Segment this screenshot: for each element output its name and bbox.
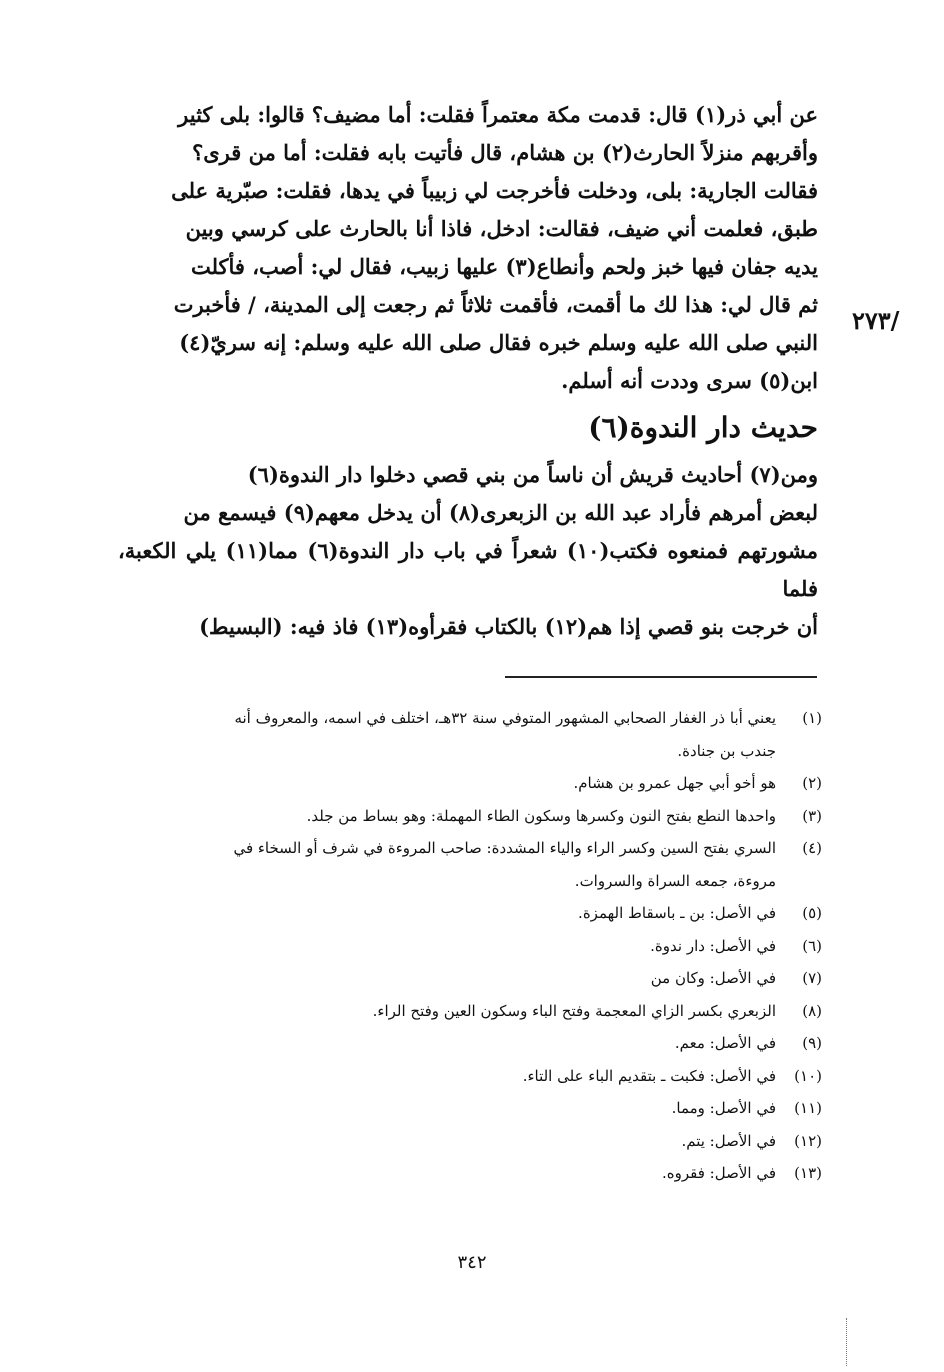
footnote-text — [110, 1092, 776, 1125]
footnote-number: (١٣) — [794, 1164, 822, 1182]
footnote-item — [110, 800, 822, 833]
footnote-text — [110, 1157, 776, 1190]
text-line: النبي صلى الله عليه وسلم خبره فقال صلى الله عليه وسلم: إنه سريّ(٤) — [179, 330, 818, 355]
footnote-item — [110, 962, 822, 995]
paragraph-dar-al-nadwa — [118, 456, 818, 646]
footnote-number: (٦) — [802, 936, 822, 955]
footnote-line: في الأصل: فكبت ـ بتقديم الباء على التاء. — [522, 1066, 776, 1085]
footnote-text — [110, 1125, 776, 1158]
text-line: طبق، فعلمت أني ضيف، فقالت: ادخل، فاذا أنا بالحارث على كرسي وبين — [185, 216, 818, 241]
footnote-line: في الأصل: بن ـ باسقاط الهمزة. — [578, 904, 776, 922]
footnote-line: الزبعري بكسر الزاي المعجمة وفتح الباء وسكون العين وفتح الراء. — [372, 1001, 776, 1020]
footnote-line: السري بفتح السين وكسر الراء والياء المشددة: صاحب المروءة في شرف أو السخاء في — [233, 839, 776, 857]
page-number: ٣٤٢ — [457, 1252, 487, 1273]
text-line: عن أبي ذر(١) قال: قدمت مكة معتمراً فقلت: أما مضيف؟ قالوا: بلى كثير — [178, 102, 818, 127]
footnote-number: (٩) — [802, 1034, 822, 1052]
text-line: فقالت الجارية: بلى، ودخلت فأخرجت لي زبيباً في يدها، فقلت: صبّرية على — [171, 178, 818, 203]
footnote-line: واحدها النطع بفتح النون وكسرها وسكون الطاء المهملة: وهو بساط من جلد. — [306, 806, 776, 825]
footnote-text — [110, 962, 776, 995]
footnote-text — [110, 995, 776, 1028]
footnote-item — [110, 930, 822, 963]
footnote-text — [110, 1060, 776, 1093]
footnote-text — [110, 702, 776, 767]
margin-page-reference: /٢٧٣ — [852, 306, 900, 335]
footnote-number: (١٢) — [794, 1131, 822, 1150]
footnote-number: (٥) — [802, 904, 822, 922]
footnote-number: (١) — [802, 709, 822, 727]
footnote-text — [110, 767, 776, 800]
footnote-line: في الأصل: ومما. — [671, 1099, 776, 1117]
footnote-item — [110, 767, 822, 800]
footnote-line: في الأصل: فقروه. — [662, 1164, 776, 1182]
text-line: يديه جفان فيها خبز ولحم وأنطاع(٣) عليها زبيب، فقال لي: أصب، فأكلت — [190, 254, 818, 279]
text-line: وأقربهم منزلاً الحارث(٢) بن هشام، قال فأتيت بابه فقلت: أما من قرى؟ — [192, 140, 818, 165]
text-line: مشورتهم فمنعوه فكتب(١٠) شعراً في باب دار الندوة(٦) مما(١١) يلي الكعبة، فلما — [118, 538, 818, 601]
text-line: أن خرجت بنو قصي إذا هم(١٢) بالكتاب فقرأوه(١٣) فاذ فيه: (البسيط) — [199, 614, 818, 639]
footnote-item — [110, 1157, 822, 1190]
main-text — [118, 96, 818, 646]
footnote-item — [110, 1092, 822, 1125]
footnote-item — [110, 1060, 822, 1093]
text-line: ابن(٥) سرى وددت أنه أسلم. — [561, 368, 818, 393]
text-line: لبعض أمرهم فأراد عبد الله بن الزبعرى(٨) أن يدخل معهم(٩) فيسمع من — [183, 500, 818, 525]
section-heading: حديث دار الندوة(٦) — [588, 411, 818, 444]
footnote-text — [110, 832, 776, 897]
footnote-line: في الأصل: دار ندوة. — [650, 936, 776, 955]
scan-edge-mark — [846, 1318, 847, 1366]
footnote-item — [110, 897, 822, 930]
footnote-line: يعني أبا ذر الغفار الصحابي المشهور المتوفي سنة ٣٢هـ، اختلف في اسمه، والمعروف أنه — [234, 709, 776, 727]
footnote-line: في الأصل: معم. — [674, 1034, 776, 1052]
footnote-item — [110, 1125, 822, 1158]
footnote-item — [110, 995, 822, 1028]
footnote-text — [110, 897, 776, 930]
footnote-text — [110, 1027, 776, 1060]
paragraph-abu-dhar — [118, 96, 818, 400]
text-line: ومن(٧) أحاديث قريش أن ناساً من بني قصي دخلوا دار الندوة(٦) — [247, 462, 818, 487]
footnote-line: مروءة، جمعه السراة والسروات. — [574, 871, 776, 890]
footnote-text — [110, 930, 776, 963]
footnote-number: (٢) — [802, 774, 822, 792]
footnote-line: في الأصل: يتم. — [681, 1131, 776, 1150]
text-line: ثم قال لي: هذا لك ما أقمت، فأقمت ثلاثاً ثم رجعت إلى المدينة، / فأخبرت — [173, 292, 818, 317]
footnote-line: هو أخو أبي جهل عمرو بن هشام. — [573, 774, 776, 792]
footnotes — [110, 702, 822, 1190]
footnote-line: جندب بن جنادة. — [677, 741, 776, 760]
footnote-item — [110, 1027, 822, 1060]
footnote-item — [110, 702, 822, 767]
footnote-item — [110, 832, 822, 897]
footnote-divider — [505, 676, 817, 678]
footnote-number: (٧) — [802, 969, 822, 987]
footnote-number: (١٠) — [794, 1066, 822, 1085]
footnote-number: (٤) — [802, 839, 822, 857]
footnote-line: في الأصل: وكان من — [650, 969, 776, 987]
footnote-number: (١١) — [794, 1099, 822, 1117]
footnote-number: (٣) — [802, 806, 822, 825]
footnote-number: (٨) — [802, 1001, 822, 1020]
footnote-text — [110, 800, 776, 833]
